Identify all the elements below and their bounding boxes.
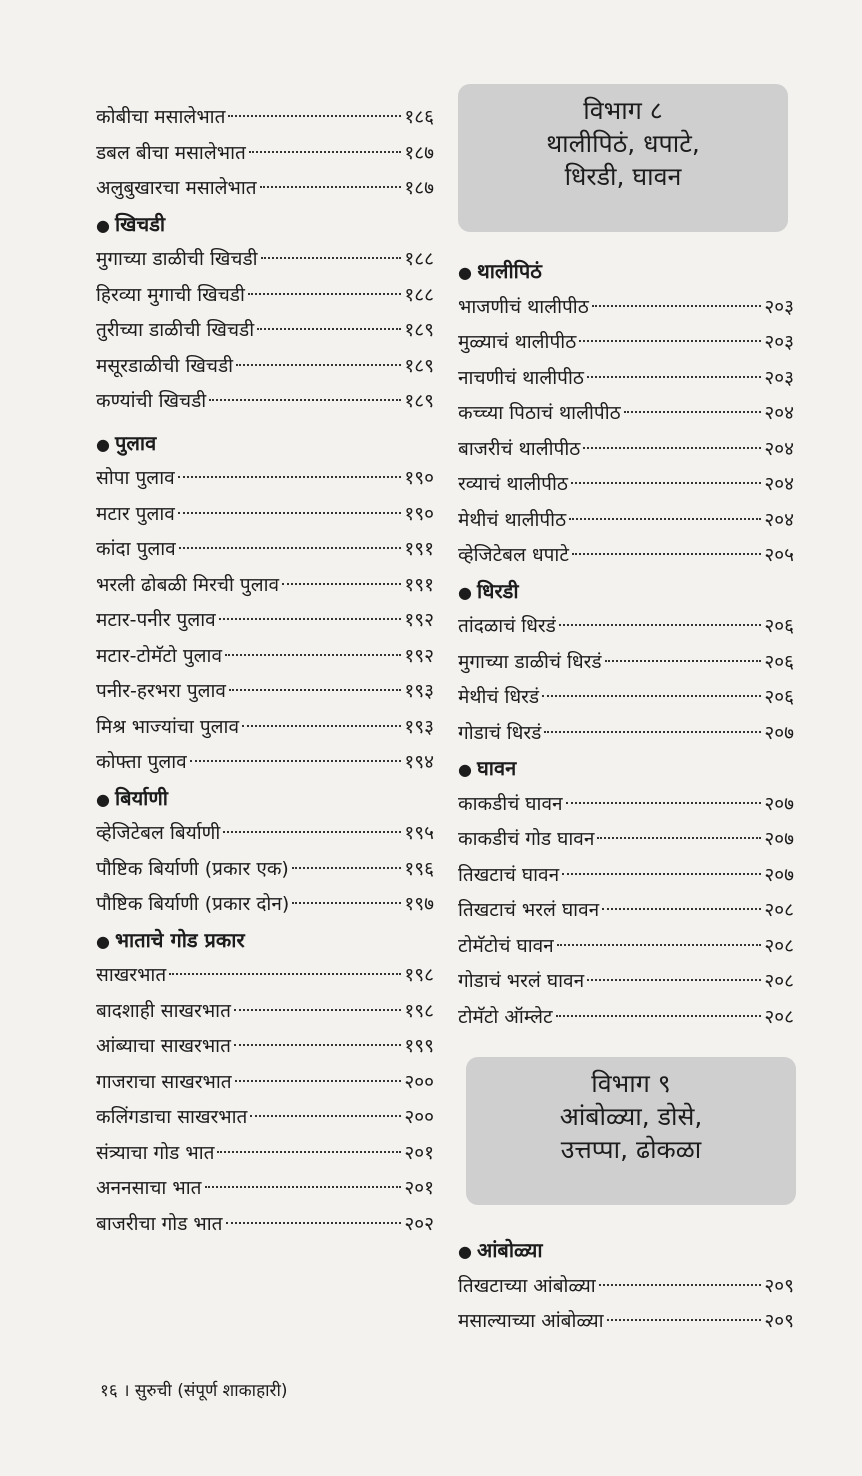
- page-number: १८७: [404, 141, 434, 164]
- toc-entry: [96, 136, 434, 172]
- dot-leader: [597, 837, 761, 839]
- biryani-list: [96, 816, 434, 923]
- dot-leader: [223, 831, 401, 833]
- dot-leader: [579, 340, 761, 342]
- toc-entry: [96, 639, 434, 675]
- toc-entry: [96, 994, 434, 1030]
- dot-leader: [292, 902, 401, 904]
- entry-title: कोबीचा मसालेभात: [96, 106, 226, 128]
- toc-entry: [96, 958, 434, 994]
- left-column: [96, 100, 434, 1242]
- page-number: १९७: [404, 893, 434, 915]
- toc-entry: [458, 503, 794, 539]
- entry-title: टोमॅटोचं घावन: [458, 934, 554, 957]
- entry-title: मुळ्याचं थालीपीठ: [458, 331, 577, 353]
- entry-title: सोपा पुलाव: [96, 467, 175, 489]
- entry-title: आंब्याचा साखरभात: [96, 1035, 231, 1057]
- dot-leader: [235, 1080, 402, 1082]
- page-number: २०७: [764, 828, 794, 850]
- entry-title: अलुबुखारचा मसालेभात: [96, 177, 257, 199]
- page-number: २०३: [764, 295, 794, 318]
- entry-title: रव्याचं थालीपीठ: [458, 473, 568, 495]
- toc-entry: [458, 538, 794, 574]
- entry-title: भरली ढोबळी मिरची पुलाव: [96, 573, 280, 596]
- entry-title: पौष्टिक बिर्याणी (प्रकार दोन): [96, 893, 290, 915]
- khichadi-list: [96, 242, 434, 420]
- dot-leader: [225, 654, 401, 656]
- toc-entry: [96, 100, 434, 136]
- entry-title: तिखटाच्या आंबोळ्या: [458, 1274, 596, 1297]
- toc-entry: [96, 1029, 434, 1065]
- section-heading-sweet-rice: ● भाताचे गोड प्रकार: [96, 927, 245, 952]
- dot-leader: [229, 689, 401, 691]
- dot-leader: [228, 115, 401, 117]
- dot-leader: [179, 547, 402, 549]
- dot-leader: [178, 476, 402, 478]
- toc-entry: [458, 822, 794, 858]
- entry-title: मुगाच्या डाळीची खिचडी: [96, 248, 258, 270]
- toc-entry: [96, 852, 434, 888]
- toc-entry: [96, 710, 434, 746]
- page-number: १८९: [404, 390, 434, 412]
- toc-entry: [96, 278, 434, 314]
- toc-entry: [96, 1136, 434, 1172]
- page-number: २०५: [764, 544, 794, 566]
- dot-leader: [226, 1222, 402, 1224]
- entry-title: मेथीचं धिरडं: [458, 686, 540, 708]
- page-number: २०८: [764, 899, 794, 921]
- ghavan-list: [458, 787, 794, 1036]
- dot-leader: [562, 873, 761, 875]
- entry-title: गोडाचं धिरडं: [458, 721, 542, 744]
- page-number: १९९: [404, 1035, 434, 1057]
- dhirdi-list: [458, 609, 794, 751]
- dot-leader: [242, 725, 401, 727]
- pulav-list: [96, 461, 434, 781]
- page-number: २०८: [764, 970, 794, 992]
- dot-leader: [592, 305, 762, 307]
- entry-title: पनीर-हरभरा पुलाव: [96, 680, 226, 702]
- toc-entry: [458, 645, 794, 681]
- toc-entry: [96, 384, 434, 420]
- entry-title: बाजरीचं थालीपीठ: [458, 437, 581, 460]
- page-number: २०७: [764, 721, 794, 744]
- toc-entry: [96, 313, 434, 349]
- dot-leader: [566, 802, 762, 804]
- dot-leader: [178, 512, 402, 514]
- section-title-line2: धिरडी, घावन: [564, 162, 682, 191]
- dot-leader: [587, 979, 761, 981]
- entry-title: काकडीचं गोड घावन: [458, 828, 595, 850]
- toc-entry: [458, 361, 794, 397]
- section-label: विभाग ८: [583, 96, 663, 125]
- dot-leader: [607, 1319, 762, 1321]
- entry-title: कच्च्या पिठाचं थालीपीठ: [458, 402, 621, 424]
- entry-title: संत्र्याचा गोड भात: [96, 1141, 215, 1164]
- toc-entry: [96, 816, 434, 852]
- dot-leader: [602, 908, 761, 910]
- dot-leader: [205, 1186, 402, 1188]
- dot-leader: [190, 760, 402, 762]
- entry-title: भाजणीचं थालीपीठ: [458, 295, 589, 318]
- page-number: २०१: [404, 1177, 434, 1199]
- section-title-line1: आंबोळ्या, डोसे,: [559, 1102, 703, 1131]
- section-box-8: [458, 84, 788, 232]
- dot-leader: [236, 364, 401, 366]
- entry-title: तुरीच्या डाळीची खिचडी: [96, 319, 255, 341]
- dot-leader: [556, 1015, 762, 1017]
- page-number: १९६: [404, 857, 434, 880]
- dot-leader: [557, 944, 762, 946]
- section-heading-amboli: ● आंबोळ्या: [458, 1238, 543, 1262]
- page-number: १९१: [404, 573, 434, 596]
- section-heading-khichadi: ● खिचडी: [96, 211, 166, 236]
- page-number: २०१: [404, 1141, 434, 1164]
- entry-title: काकडीचं घावन: [458, 792, 563, 815]
- toc-entry: [96, 745, 434, 781]
- dot-leader: [587, 376, 761, 378]
- page-number: १८८: [404, 248, 434, 270]
- page-number: १८९: [404, 319, 434, 341]
- entry-title: गोडाचं भरलं घावन: [458, 970, 585, 992]
- page-number: १८६: [404, 106, 434, 128]
- page-number: १९३: [404, 680, 434, 702]
- entry-title: नाचणीचं थालीपीठ: [458, 366, 584, 389]
- toc-entry: [96, 1065, 434, 1101]
- dot-leader: [250, 1115, 401, 1117]
- dot-leader: [605, 660, 762, 662]
- page-number: २०४: [764, 473, 794, 495]
- page-number: २०८: [764, 1005, 794, 1028]
- section-heading-pulav: ● पुलाव: [96, 430, 157, 455]
- page-number: १८७: [404, 177, 434, 199]
- toc-entry: [458, 1304, 794, 1340]
- toc-entry: [458, 1000, 794, 1036]
- dot-leader: [559, 624, 762, 626]
- section-box-9: [466, 1057, 796, 1205]
- toc-entry: [96, 603, 434, 639]
- page-number: १९८: [404, 964, 434, 986]
- page-number: २००: [404, 1106, 434, 1128]
- entry-title: टोमॅटो ऑम्लेट: [458, 1005, 553, 1028]
- toc-entry: [96, 171, 434, 207]
- page-number: २०९: [764, 1274, 794, 1297]
- section-heading-dhirdi: ● धिरडी: [458, 578, 519, 603]
- page-footer: १६ । सुरुची (संपूर्ण शाकाहारी): [100, 1381, 288, 1401]
- toc-entry: [458, 396, 794, 432]
- toc-entry: [458, 787, 794, 823]
- entry-title: कलिंगडाचा साखरभात: [96, 1106, 248, 1128]
- entry-title: गाजराचा साखरभात: [96, 1070, 232, 1093]
- dot-leader: [217, 1151, 401, 1153]
- dot-leader: [544, 731, 761, 733]
- sweet-rice-list: [96, 958, 434, 1242]
- toc-entry: [96, 349, 434, 385]
- toc-entry: [96, 497, 434, 533]
- entry-title: अननसाचा भात: [96, 1177, 202, 1199]
- page-number: १९८: [404, 999, 434, 1022]
- entry-title: डबल बीचा मसालेभात: [96, 141, 246, 164]
- toc-entry: [96, 568, 434, 604]
- dot-leader: [572, 553, 761, 555]
- dot-leader: [248, 293, 401, 295]
- entry-title: कण्यांची खिचडी: [96, 390, 207, 412]
- toc-entry: [458, 609, 794, 645]
- toc-entry: [96, 1100, 434, 1136]
- dot-leader: [219, 618, 402, 620]
- page-number: १९०: [404, 467, 434, 489]
- entry-title: कांदा पुलाव: [96, 538, 176, 560]
- entry-title: तिखटाचं भरलं घावन: [458, 899, 600, 921]
- toc-entry: [96, 1171, 434, 1207]
- toc-entry: [458, 858, 794, 894]
- entry-title: मसूरडाळीची खिचडी: [96, 354, 234, 377]
- section-label: विभाग ९: [591, 1069, 671, 1098]
- dot-leader: [249, 151, 402, 153]
- toc-entry: [458, 325, 794, 361]
- page-number: १९०: [404, 502, 434, 525]
- entry-title: मटार-पनीर पुलाव: [96, 609, 216, 631]
- page-number: २०६: [764, 615, 794, 637]
- page-number: २०४: [764, 508, 794, 531]
- page-number: २०७: [764, 863, 794, 886]
- section-heading-thalipith: ● थालीपिठं: [458, 259, 542, 283]
- entry-title: मेथीचं थालीपीठ: [458, 508, 567, 531]
- entry-title: मिश्र भाज्यांचा पुलाव: [96, 715, 240, 738]
- dot-leader: [282, 583, 401, 585]
- entry-title: तिखटाचं घावन: [458, 863, 560, 886]
- toc-entry: [458, 716, 794, 752]
- thalipith-list: [458, 290, 794, 574]
- toc-entry: [96, 532, 434, 568]
- page-number: १९२: [404, 609, 434, 631]
- dot-leader: [571, 482, 761, 484]
- entry-title: बादशाही साखरभात: [96, 999, 231, 1022]
- toc-entry: [458, 680, 794, 716]
- toc-entry: [96, 1207, 434, 1243]
- dot-leader: [569, 518, 761, 520]
- section-heading-biryani: ● बिर्याणी: [96, 785, 168, 810]
- section-title-line2: उत्तप्पा, ढोकळा: [560, 1135, 702, 1164]
- dot-leader: [583, 447, 761, 449]
- page-number: २०८: [764, 934, 794, 957]
- entry-title: व्हेजिटेबल धपाटे: [458, 544, 569, 566]
- entry-title: पौष्टिक बिर्याणी (प्रकार एक): [96, 857, 289, 880]
- page-number: २००: [404, 1070, 434, 1093]
- toc-entry: [458, 1269, 794, 1305]
- entry-title: हिरव्या मुगाची खिचडी: [96, 283, 245, 306]
- dot-leader: [599, 1284, 762, 1286]
- page-number: २०६: [764, 686, 794, 708]
- page-number: १९३: [404, 715, 434, 738]
- page-number: २०२: [404, 1212, 434, 1235]
- dot-leader: [260, 186, 402, 188]
- dot-leader: [292, 867, 402, 869]
- section-heading-ghavan: ● घावन: [458, 756, 517, 780]
- dot-leader: [542, 695, 761, 697]
- toc-entry: [458, 893, 794, 929]
- toc-entry: [96, 461, 434, 497]
- top-entries: [96, 100, 434, 207]
- dot-leader: [234, 1009, 401, 1011]
- entry-title: बाजरीचा गोड भात: [96, 1212, 223, 1235]
- amboli-list: [458, 1269, 794, 1340]
- page-number: २०९: [764, 1310, 794, 1332]
- dot-leader: [209, 399, 401, 401]
- toc-entry: [96, 674, 434, 710]
- entry-title: व्हेजिटेबल बिर्याणी: [96, 822, 221, 844]
- entry-title: कोफ्ता पुलाव: [96, 751, 187, 773]
- page-number: १९४: [404, 751, 434, 773]
- dot-leader: [624, 411, 762, 413]
- dot-leader: [261, 257, 402, 259]
- section-title-line1: थालीपिठं, धपाटे,: [546, 129, 700, 158]
- page-number: १९२: [404, 644, 434, 667]
- page-number: १९१: [404, 538, 434, 560]
- entry-title: मटार-टोमॅटो पुलाव: [96, 644, 223, 667]
- page-number: १८९: [404, 354, 434, 377]
- toc-entry: [96, 887, 434, 923]
- page-number: २०७: [764, 792, 794, 815]
- page-number: २०३: [764, 331, 794, 353]
- entry-title: साखरभात: [96, 964, 167, 986]
- page-number: १९५: [404, 822, 434, 844]
- page-number: २०४: [764, 402, 794, 424]
- toc-entry: [458, 929, 794, 965]
- toc-entry: [458, 467, 794, 503]
- entry-title: मुगाच्या डाळीचं धिरडं: [458, 650, 602, 673]
- entry-title: तांदळाचं धिरडं: [458, 615, 556, 637]
- entry-title: मसाल्याच्या आंबोळ्या: [458, 1310, 604, 1332]
- entry-title: मटार पुलाव: [96, 502, 175, 525]
- toc-entry: [458, 964, 794, 1000]
- page-number: २०४: [764, 437, 794, 460]
- right-column: [458, 84, 794, 1340]
- dot-leader: [234, 1044, 401, 1046]
- toc-entry: [458, 432, 794, 468]
- page-number: १८८: [404, 283, 434, 306]
- dot-leader: [169, 973, 401, 975]
- dot-leader: [257, 328, 401, 330]
- toc-entry: [96, 242, 434, 278]
- toc-entry: [458, 290, 794, 326]
- page-number: २०६: [764, 650, 794, 673]
- page-number: २०३: [764, 366, 794, 389]
